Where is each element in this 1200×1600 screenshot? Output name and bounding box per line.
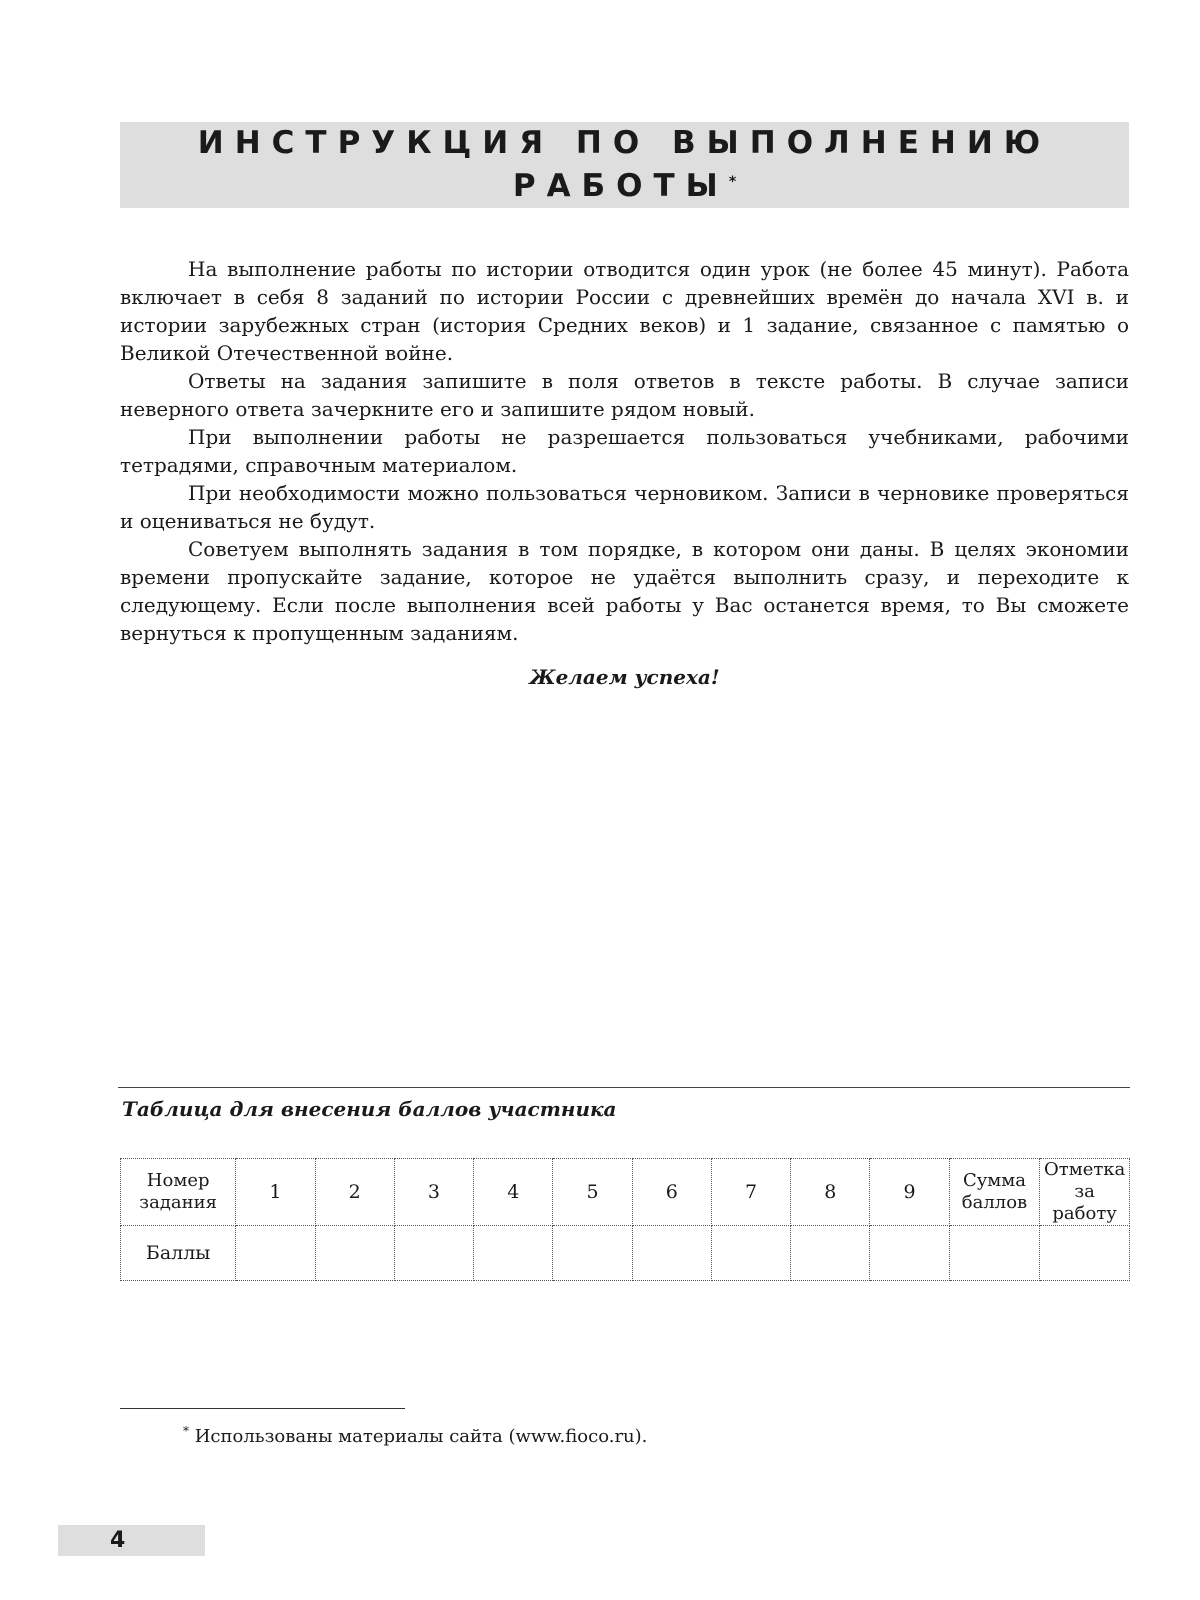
mark-header: Отметка за работу	[1040, 1159, 1130, 1226]
page-number: 4	[110, 1528, 126, 1553]
instruction-paragraph: Советуем выполнять задания в том порядке, в котором они даны. В целях экономии времени пропускайте задание, которое не удаётся выполнить сразу, и переходите к следующему. Если после выполнения всей работы у Вас останется время, то Вы сможете вернуться к пропущенным заданиям.	[120, 537, 1129, 645]
instruction-paragraph: При необходимости можно пользоваться черновиком. Записи в черновике проверяться и оцениваться не будут.	[120, 481, 1129, 533]
task-number-cell: 7	[711, 1159, 790, 1226]
points-header: Баллы	[121, 1226, 236, 1281]
page-number-box	[58, 1525, 205, 1556]
footnote-divider	[120, 1408, 405, 1409]
task-number-cell: 4	[474, 1159, 553, 1226]
title-footnote-marker: *	[728, 174, 737, 190]
sum-header: Сумма баллов	[949, 1159, 1040, 1226]
task-number-cell: 9	[870, 1159, 949, 1226]
score-table-points-row	[121, 1226, 1130, 1281]
score-table-header-row	[121, 1159, 1130, 1226]
points-entry-cell[interactable]	[870, 1226, 949, 1281]
task-number-cell: 2	[315, 1159, 394, 1226]
task-number-cell: 3	[394, 1159, 473, 1226]
good-luck-wish: Желаем успеха!	[529, 665, 720, 689]
points-entry-cell[interactable]	[394, 1226, 473, 1281]
points-entry-cell[interactable]	[553, 1226, 632, 1281]
footnote-text: Использованы материалы сайта (www.fioco.ru).	[194, 1426, 648, 1447]
task-number-cell: 6	[632, 1159, 711, 1226]
task-number-cell: 1	[236, 1159, 315, 1226]
points-entry-cell[interactable]	[632, 1226, 711, 1281]
page-title	[120, 122, 1129, 208]
footnote-marker: *	[183, 1424, 189, 1438]
task-number-cell: 5	[553, 1159, 632, 1226]
instruction-paragraph: На выполнение работы по истории отводится один урок (не более 45 минут). Работа включает в себя 8 заданий по истории России с древнейших времён до начала XVI в. и истории зарубежных стран (история Средних веков) и 1 задание, связанное с памятью о Великой Отечественной войне.	[120, 257, 1129, 365]
title-line-1: ИНСТРУКЦИЯ ПО ВЫПОЛНЕНИЮ	[197, 125, 1052, 161]
section-divider	[118, 1087, 1130, 1088]
instruction-paragraph: При выполнении работы не разрешается пользоваться учебниками, рабочими тетрадями, справочным материалом.	[120, 425, 1129, 477]
sum-entry-cell[interactable]	[949, 1226, 1040, 1281]
footnote	[183, 1424, 647, 1447]
title-line-2	[120, 165, 1129, 208]
instruction-paragraph: Ответы на задания запишите в поля ответов в тексте работы. В случае записи неверного ответа зачеркните его и запишите рядом новый.	[120, 369, 1129, 421]
task-number-cell: 8	[791, 1159, 870, 1226]
points-entry-cell[interactable]	[791, 1226, 870, 1281]
task-number-header: Номер задания	[121, 1159, 236, 1226]
mark-entry-cell[interactable]	[1040, 1226, 1130, 1281]
points-entry-cell[interactable]	[474, 1226, 553, 1281]
instructions-body	[120, 255, 1129, 647]
points-entry-cell[interactable]	[236, 1226, 315, 1281]
points-entry-cell[interactable]	[315, 1226, 394, 1281]
score-table-caption: Таблица для внесения баллов участника	[122, 1097, 617, 1121]
points-entry-cell[interactable]	[711, 1226, 790, 1281]
score-table	[120, 1158, 1130, 1281]
title-line-2-text: РАБОТЫ	[512, 168, 729, 204]
